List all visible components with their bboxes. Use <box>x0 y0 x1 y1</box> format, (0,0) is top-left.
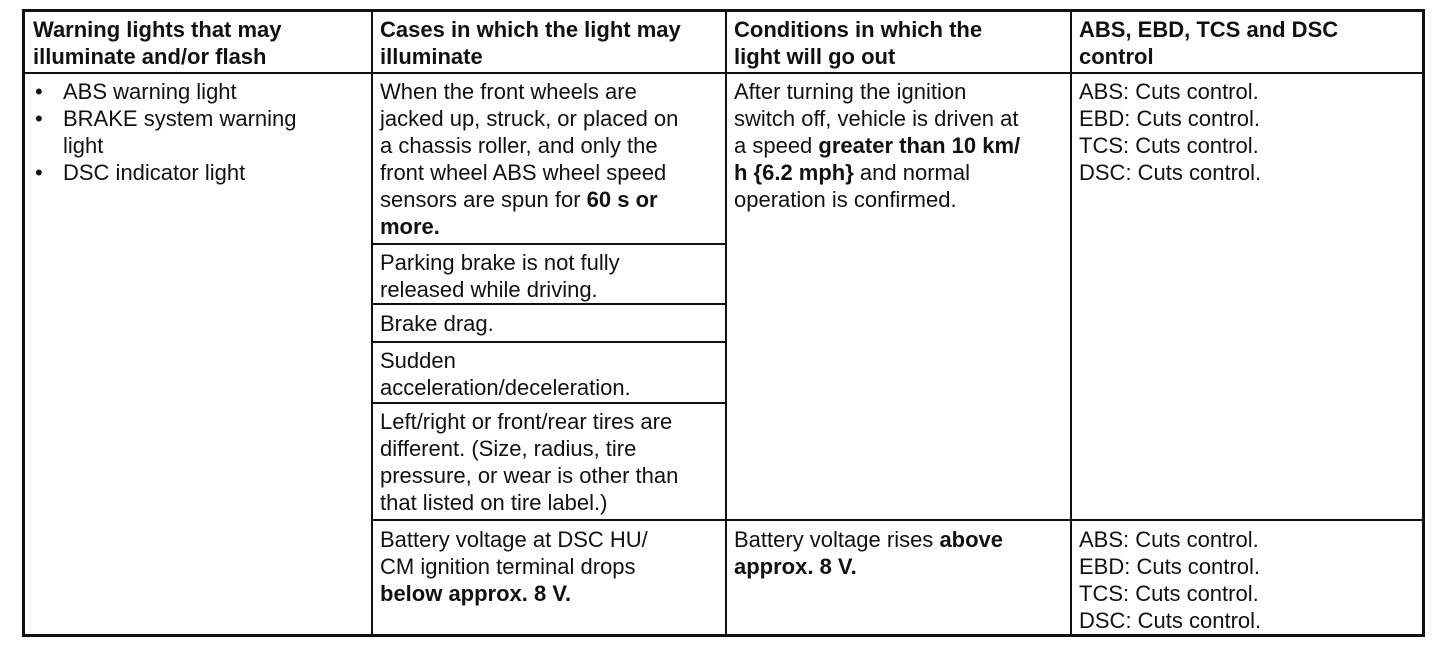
list-item-text: DSC indicator light <box>63 160 246 185</box>
text-span: and normal <box>853 160 970 185</box>
header-line: light will go out <box>734 44 896 69</box>
header-line: control <box>1079 44 1154 69</box>
control-line: ABS: Cuts control. <box>1079 79 1259 104</box>
text-span: Battery voltage rises <box>734 527 940 552</box>
header-line: ABS, EBD, TCS and DSC <box>1079 17 1339 42</box>
text-line: a chassis roller, and only the <box>380 133 658 158</box>
list-item-text: BRAKE system warning <box>63 106 297 131</box>
row-divider <box>371 519 1422 521</box>
text-line <box>734 526 1003 553</box>
case-parking-brake <box>380 249 620 303</box>
header-conditions <box>734 16 982 70</box>
text-line: Left/right or front/rear tires are <box>380 409 673 434</box>
condition-battery-voltage <box>734 526 1003 580</box>
row-divider <box>371 402 725 404</box>
text-line: Battery voltage at DSC HU/ <box>380 527 648 552</box>
control-line: TCS: Cuts control. <box>1079 133 1259 158</box>
text-line <box>734 132 1020 159</box>
text-line: that listed on tire label.) <box>380 490 608 515</box>
text-line: different. (Size, radius, tire <box>380 436 637 461</box>
text-line: operation is confirmed. <box>734 187 957 212</box>
bold-text: h {6.2 mph} <box>734 160 854 185</box>
case-tires-different <box>380 408 678 516</box>
text-line: switch off, vehicle is driven at <box>734 106 1019 131</box>
column-divider <box>1070 12 1072 634</box>
header-cases <box>380 16 681 70</box>
header-control <box>1079 16 1338 70</box>
warning-light-table <box>22 9 1425 637</box>
control-list-battery <box>1079 526 1261 634</box>
header-line: Cases in which the light may <box>380 17 681 42</box>
text-span: a speed <box>734 133 819 158</box>
text-line: front wheel ABS wheel speed <box>380 160 667 185</box>
control-line: TCS: Cuts control. <box>1079 581 1259 606</box>
bold-text: 60 s or <box>586 187 658 212</box>
control-line: EBD: Cuts control. <box>1079 106 1260 131</box>
case-brake-drag <box>380 310 494 337</box>
column-divider <box>371 12 373 634</box>
list-item <box>25 78 297 105</box>
bold-text: above <box>939 527 1004 552</box>
list-item <box>25 105 297 159</box>
text-line: Brake drag. <box>380 311 494 336</box>
text-line: acceleration/deceleration. <box>380 375 631 400</box>
column-divider <box>725 12 727 634</box>
text-line <box>380 186 678 213</box>
list-item <box>25 159 297 186</box>
text-line <box>734 553 1003 580</box>
text-line: Sudden <box>380 348 456 373</box>
row-divider <box>371 243 725 245</box>
list-item-text: light <box>63 133 104 158</box>
list-item-text: ABS warning light <box>63 79 237 104</box>
text-span: sensors are spun for <box>380 187 587 212</box>
text-line: When the front wheels are <box>380 79 637 104</box>
text-line <box>380 213 678 240</box>
header-line: illuminate <box>380 44 483 69</box>
bold-text: approx. 8 V. <box>734 554 857 579</box>
case-battery-voltage <box>380 526 648 607</box>
header-line: illuminate and/or flash <box>33 44 267 69</box>
header-warning-lights <box>33 16 282 70</box>
header-line: Conditions in which the <box>734 17 983 42</box>
header-divider <box>25 72 1422 74</box>
row-divider <box>371 341 725 343</box>
text-line <box>380 580 648 607</box>
header-line: Warning lights that may <box>33 17 282 42</box>
control-line: DSC: Cuts control. <box>1079 160 1262 185</box>
text-line: released while driving. <box>380 277 598 302</box>
bold-text: more. <box>380 214 440 239</box>
control-list-primary <box>1079 78 1261 186</box>
text-line: Parking brake is not fully <box>380 250 620 275</box>
case-sudden-acceleration <box>380 347 631 401</box>
bold-text: greater than 10 km/ <box>818 133 1021 158</box>
text-line: jacked up, struck, or placed on <box>380 106 679 131</box>
control-line: EBD: Cuts control. <box>1079 554 1260 579</box>
control-line: DSC: Cuts control. <box>1079 608 1262 633</box>
text-line: pressure, or wear is other than <box>380 463 679 488</box>
bold-text: below approx. 8 V. <box>380 581 572 606</box>
case-wheel-speed-sensors <box>380 78 678 240</box>
row-divider <box>371 303 725 305</box>
text-line <box>734 159 1020 186</box>
text-line: After turning the ignition <box>734 79 967 104</box>
condition-ignition-speed <box>734 78 1020 213</box>
warning-lights-list <box>25 78 297 186</box>
control-line: ABS: Cuts control. <box>1079 527 1259 552</box>
text-line: CM ignition terminal drops <box>380 554 636 579</box>
